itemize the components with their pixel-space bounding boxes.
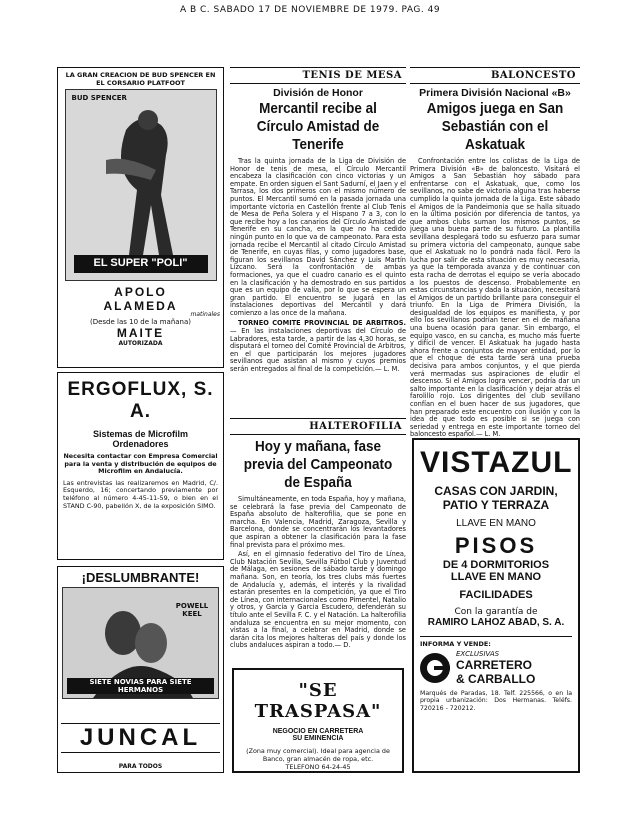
vistazul-line7: FACILIDADES bbox=[459, 589, 533, 601]
juncal-cinema: JUNCAL bbox=[61, 723, 220, 753]
ad-traspasa bbox=[232, 668, 404, 773]
tenis-kicker: División de Honor bbox=[273, 87, 363, 99]
tenis-headline: Mercantil recibe al Círculo Amistad de Tenerife bbox=[256, 100, 380, 153]
traspasa-line1: NEGOCIO EN CARRETERA bbox=[272, 728, 364, 735]
traspasa-line2: SU EMINENCIA bbox=[292, 735, 344, 742]
halterofilia-article bbox=[230, 418, 406, 658]
sessions-label: matinales bbox=[190, 311, 220, 318]
ad-superpoli bbox=[57, 67, 224, 368]
agency-block bbox=[420, 650, 572, 686]
vistazul-title: VISTAZUL bbox=[420, 446, 573, 479]
ergoflux-subtitle1: Sistemas de Microfilm bbox=[92, 429, 189, 439]
ad-juncal bbox=[57, 566, 224, 773]
agency-name2: & CARBALLO bbox=[456, 672, 536, 686]
rating: AUTORIZADA bbox=[118, 340, 163, 347]
vistazul-line4: PISOS bbox=[454, 533, 538, 558]
tenis-p1: Tras la quinta jornada de la Liga de División de Honor de tenis de mesa, el Círculo Mercantil encabeza la clasificación con cinco victorias y un empate. En orden siguen el Sant Sadurní, el Jaen y el Tarrasa, los dos primeros con el mismo número de puntos. El Mercantil sumó en la pasada jornada una importante victoria en Castellón frente al Club Tenis de Mesa de Peña Solera y el Hispano 7 a 3, con lo que recibe hoy a los canarios del Círculo Amistad de Tenerife en su cancha, en la que no ha cedido ningún punto en lo que va de campeonato. Para esta jornada recibe el Mercantil al citado Círculo Amistad de Tenerife, en cuyas filas, y como jugadores base, figuran los sevillanos David Sánchez y Luis Martín Lizcano. Será la confrontación de ambas formaciones, ya que el cuadro canario es el quinto en la clasificación y ha demostrado en sus partidos que es un equipo de valía, por lo que se espera un gran partido. El encuentro se jugará en las instalaciones deportivas del Mercantil y dará comienzo a las once de la mañana. bbox=[230, 157, 406, 317]
ad-ergoflux bbox=[57, 372, 224, 560]
sessions-note: (Desde las 10 de la mañana) bbox=[89, 318, 191, 326]
baloncesto-article bbox=[410, 67, 580, 439]
vistazul-line8: Con la garantía de bbox=[454, 607, 538, 617]
baloncesto-body bbox=[410, 158, 580, 439]
baloncesto-p1: Confrontación entre los colistas de la Liga de Primera División «B» de baloncesto. Visitará el Amigos a San Sebastián hoy sábado para enfrentarse con el Askatuak, que, como los sevillanos, no sabe de victoria alguna tras haberse cumplido la quinta jornada de la Liga. Este sábado el Amigos de la Pandeimonia que se halla situado en la última posición por diferencia de tantos, ya que ambos clubs suman los mismos puntos, se juega una buena parte de su futuro. La plantilla sevillana desplegará todo su esfuerzo para sumar su primera victoria del campeonato, aunque sabe que el Askatuak no lo pondrá nada fácil. Pero la lucha por salir de esta situación es muy necesaria, ya que la temporada avanza y de continuar con esta racha de derrotas el equipo se vería abocado a los puestos de descenso. Probablemente en estas circunstancias y dada la situación, necesitará el Amigos de un partido brillante para conseguir el triunfo. En la Liga de Primera División, la desigualdad de los equipos es manifiesta, y por ello los sevillanos podrían tener en el de mañana una buena ocasión para ganar. Sin embargo, el equipo vasco, en su cancha, es mucho más fuerte y difícil de vencer. El Askatuak ha jugado hasta ahora frente a conjuntos de mayor entidad, por lo que el choque de esta tarde será una prueba decisiva para ambos conjuntos, y el que pierda verá mermadas sus aspiraciones de eludir el descenso. Si el Amigos logra vencer, podría dar un salto importante en la clasificación y dejar atrás el farolillo rojo. Los dirigentes del club sevillano confían en el buen hacer de sus jugadores, que han preparado este encuentro con ilusión y con la idea de que todo es posible si se juega con seriedad y entrega en este importante torneo del baloncesto español.— L. M. bbox=[410, 157, 580, 439]
cinema-alameda: ALAMEDA bbox=[103, 299, 178, 313]
traspasa-title: "SE TRASPASA" bbox=[254, 680, 382, 722]
traspasa-line3: (Zona muy comercial). Ideal para agencia de Banco, gran almacén de ropa, etc. bbox=[246, 747, 390, 763]
page-header: A B C. SABADO 17 DE NOVIEMBRE DE 1979. PAG. 49 bbox=[179, 5, 441, 15]
vistazul-line3: LLAVE EN MANO bbox=[456, 518, 536, 529]
ergoflux-p2: Las entrevistas las realizaremos en Madrid, C/. Esquerdo, 16; concertando previamente por teléfono al número 4-45-11-59, o bien en el STAND C-90, pabellón X, de la exposición SIMO. bbox=[63, 478, 218, 510]
section-baloncesto: BALONCESTO bbox=[410, 67, 580, 84]
poster-actor: BUD SPENCER bbox=[71, 94, 127, 102]
baloncesto-kicker: Primera División Nacional «B» bbox=[419, 87, 571, 99]
agency-logo-icon bbox=[420, 653, 450, 683]
cinema-apolo: APOLO bbox=[114, 285, 167, 299]
halterofilia-p2: Así, en el gimnasio federativo del Tiro de Línea, Club Natación Sevilla, Sevilla Fútbol Club y Juventud de Málaga, en sesiones de sábado tarde y domingo mañana. Son, en teoría, los tres clubs más fuertes de Andalucía y, además, el interés y la rivalidad estarán presentes en la competición, ya que el Tiro de Línea, con internacionales como Pimentel, Natalio y otros, y Garcia y Garcia Escudero, defenderán su título ante el Sevilla F. C. y el Natación. La halterofilia andaluza se encuentra en su mejor momento, con vistas a la final, a celebrar en Madrid, donde se darán cita los mejores halteras del país y donde los clubs andaluces aspiran a todo.— D. bbox=[230, 550, 406, 650]
tenis-article bbox=[230, 67, 406, 412]
tenis-p2 bbox=[230, 319, 406, 373]
vistazul-line5: DE 4 DORMITORIOS bbox=[442, 559, 550, 571]
vistazul-line1: CASAS CON JARDIN, bbox=[434, 484, 558, 498]
movie-poster bbox=[65, 89, 217, 281]
tenis-body bbox=[230, 158, 406, 374]
poster-illustration bbox=[66, 90, 216, 280]
section-tenis: TENIS DE MESA bbox=[230, 67, 406, 84]
ergoflux-title: ERGOFLUX, S. A. bbox=[67, 379, 214, 422]
juncal-title: SIETE NOVIAS PARA SIETE HERMANOS bbox=[67, 678, 214, 694]
tenis-p2-text: — En las instalaciones deportivas del Círculo de Labradores, esta tarde, a partir de las 4,30 horas, se disputará el torneo del Comité Provincial de Arbitros, en el que participarán los mejores jugadores sevillanos que asistan al mismo y cuyos premios serán entregados al final de la competición.— L. M. bbox=[230, 327, 406, 374]
vistazul-line2: PATIO Y TERRAZA bbox=[442, 498, 550, 512]
agency-text bbox=[456, 650, 535, 686]
poster-title: EL SUPER "POLI" bbox=[93, 257, 188, 269]
juncal-tagline: ¡DESLUMBRANTE! bbox=[81, 570, 200, 585]
vistazul-line6: LLAVE EN MANO bbox=[450, 571, 542, 583]
halterofilia-p1: Simultáneamente, en toda España, hoy y mañana, se celebrará la fase previa del Campeonato de España absoluto de halterofilia, que se pone en marcha. En Valencia, Madrid, Zaragoza, Sevilla y Barcelona, donde se concentrarán los levantadores que aspiran a obtener la clasificación para la fase final prevista para el próximo mes. bbox=[230, 495, 406, 549]
traspasa-phone: TELEFONO 64-24-45 bbox=[285, 763, 351, 772]
juncal-poster bbox=[62, 587, 219, 699]
section-halterofilia: HALTEROFILIA bbox=[230, 418, 406, 435]
vistazul-line9: RAMIRO LAHOZ ABAD, S. A. bbox=[427, 617, 565, 628]
tenis-sub: TORNEO COMITE PROVINCIAL DE ARBITROS. bbox=[238, 319, 406, 328]
juncal-actors: POWELL KEEL bbox=[175, 602, 209, 618]
ad-banner: LA GRAN CREACION DE BUD SPENCER EN EL CORSARIO PLATFOOT bbox=[65, 71, 216, 87]
ergoflux-subtitle2: Ordenadores bbox=[112, 439, 169, 449]
halterofilia-headline: Hoy y mañana, fase previa del Campeonato de España bbox=[243, 438, 393, 491]
juncal-rating: PARA TODOS bbox=[118, 763, 163, 770]
cinema-maite: MAITE bbox=[116, 326, 165, 340]
agency-name1: CARRETERO bbox=[456, 658, 533, 672]
vistazul-informa: INFORMA Y VENDE: bbox=[420, 636, 572, 648]
agency-exclusivas: EXCLUSIVAS bbox=[456, 650, 500, 658]
ergoflux-p1: Necesita contactar con Empresa Comercial para la venta y distribución de equipos de Microfilm en Andalucía. bbox=[63, 452, 218, 476]
baloncesto-headline: Amigos juega en San Sebastián con el Askatuak bbox=[426, 100, 564, 153]
halterofilia-body bbox=[230, 496, 406, 650]
ad-vistazul bbox=[412, 438, 580, 773]
vistazul-address: Marqués de Paradas, 18. Telf. 225566, o en la propia urbanización: Dos Hermanas. Teléfs. 720216 - 720212. bbox=[420, 690, 572, 712]
